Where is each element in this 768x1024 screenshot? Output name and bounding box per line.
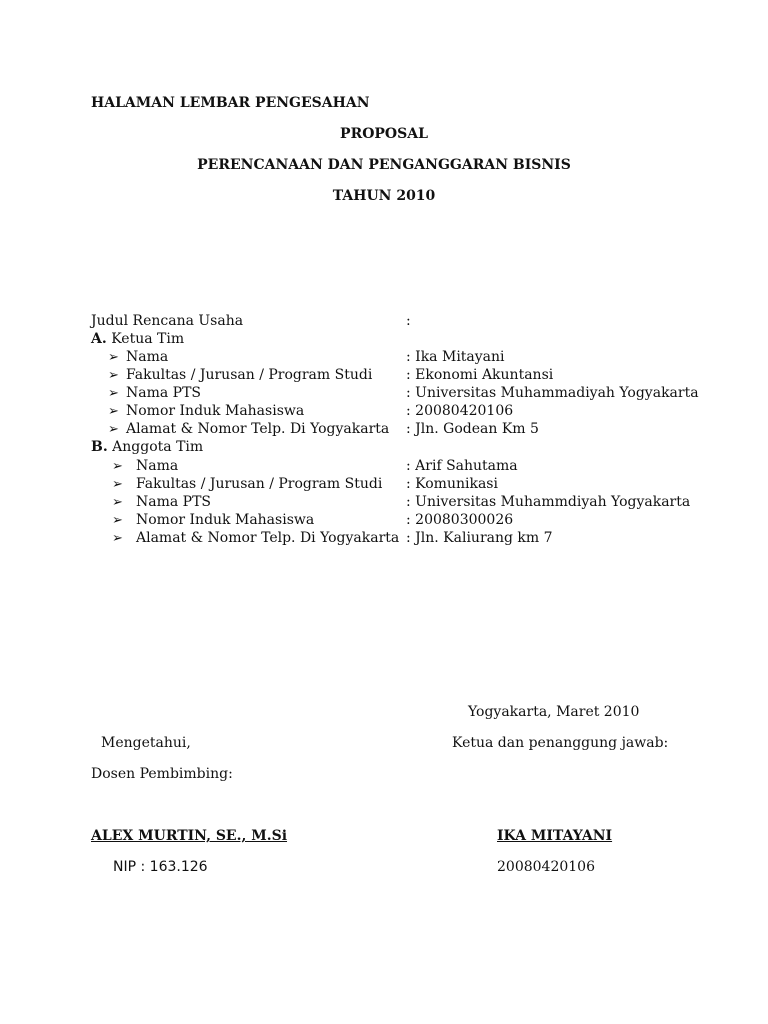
list-item bbox=[108, 384, 201, 403]
judul-value: : bbox=[406, 313, 411, 329]
section-letter: A. bbox=[91, 331, 107, 347]
place-date: Yogyakarta, Maret 2010 bbox=[468, 704, 640, 720]
arrowhead-bullet-icon: ➢ bbox=[108, 422, 119, 437]
section-title: Ketua Tim bbox=[111, 331, 185, 347]
left-signatory-name: ALEX MURTIN, SE., M.Si bbox=[91, 828, 288, 844]
section-ketua-heading bbox=[91, 330, 184, 348]
item-value: : Universitas Muhammdiyah Yogyakarta bbox=[406, 494, 691, 510]
right-signatory-id: 20080420106 bbox=[497, 859, 595, 875]
arrowhead-bullet-icon: ➢ bbox=[108, 404, 119, 419]
arrowhead-bullet-icon: ➢ bbox=[112, 513, 123, 528]
left-role: Dosen Pembimbing: bbox=[91, 766, 233, 782]
item-value: : Ika Mitayani bbox=[406, 349, 505, 365]
item-label: Nomor Induk Mahasiswa bbox=[136, 512, 315, 528]
list-item bbox=[108, 402, 304, 421]
item-label: Nama PTS bbox=[136, 494, 212, 510]
right-signatory-name: IKA MITAYANI bbox=[497, 828, 613, 844]
arrowhead-bullet-icon: ➢ bbox=[112, 495, 123, 510]
left-heading: Mengetahui, bbox=[101, 735, 191, 751]
item-label: Nama PTS bbox=[126, 385, 202, 401]
item-label: Fakultas / Jurusan / Program Studi bbox=[136, 476, 383, 492]
arrowhead-bullet-icon: ➢ bbox=[108, 386, 119, 401]
doc-title: PERENCANAAN DAN PENGANGGARAN BISNIS bbox=[197, 157, 571, 173]
item-label: Alamat & Nomor Telp. Di Yogyakarta bbox=[136, 530, 400, 546]
item-value: : Arif Sahutama bbox=[406, 458, 518, 474]
list-item bbox=[112, 511, 314, 530]
item-label: Nama bbox=[126, 349, 169, 365]
left-signatory-id: NIP : 163.126 bbox=[113, 859, 208, 875]
list-item bbox=[108, 366, 372, 385]
item-value: : Ekonomi Akuntansi bbox=[406, 367, 554, 383]
section-letter: B. bbox=[91, 439, 108, 455]
item-value: : 20080300026 bbox=[406, 512, 514, 528]
page-heading: HALAMAN LEMBAR PENGESAHAN bbox=[91, 95, 370, 111]
item-label: Fakultas / Jurusan / Program Studi bbox=[126, 367, 373, 383]
item-label: Nama bbox=[136, 458, 179, 474]
list-item bbox=[108, 348, 168, 367]
list-item bbox=[112, 475, 382, 494]
arrowhead-bullet-icon: ➢ bbox=[112, 477, 123, 492]
list-item bbox=[108, 420, 389, 439]
arrowhead-bullet-icon: ➢ bbox=[112, 531, 123, 546]
item-label: Nomor Induk Mahasiswa bbox=[126, 403, 305, 419]
item-value: : Universitas Muhammadiyah Yogyakarta bbox=[406, 385, 699, 401]
item-value: : Jln. Godean Km 5 bbox=[406, 421, 539, 437]
list-item bbox=[112, 457, 178, 476]
doc-type: PROPOSAL bbox=[340, 126, 428, 142]
doc-year: TAHUN 2010 bbox=[332, 188, 436, 204]
right-heading: Ketua dan penanggung jawab: bbox=[452, 735, 669, 751]
item-value: : Jln. Kaliurang km 7 bbox=[406, 530, 553, 546]
list-item bbox=[112, 529, 399, 548]
arrowhead-bullet-icon: ➢ bbox=[108, 368, 119, 383]
list-item bbox=[112, 493, 211, 512]
item-value: : Komunikasi bbox=[406, 476, 498, 492]
item-value: : 20080420106 bbox=[406, 403, 514, 419]
section-anggota-heading bbox=[91, 438, 203, 456]
judul-label: Judul Rencana Usaha bbox=[91, 313, 244, 329]
arrowhead-bullet-icon: ➢ bbox=[108, 350, 119, 365]
section-title: Anggota Tim bbox=[112, 439, 204, 455]
arrowhead-bullet-icon: ➢ bbox=[112, 459, 123, 474]
item-label: Alamat & Nomor Telp. Di Yogyakarta bbox=[126, 421, 390, 437]
